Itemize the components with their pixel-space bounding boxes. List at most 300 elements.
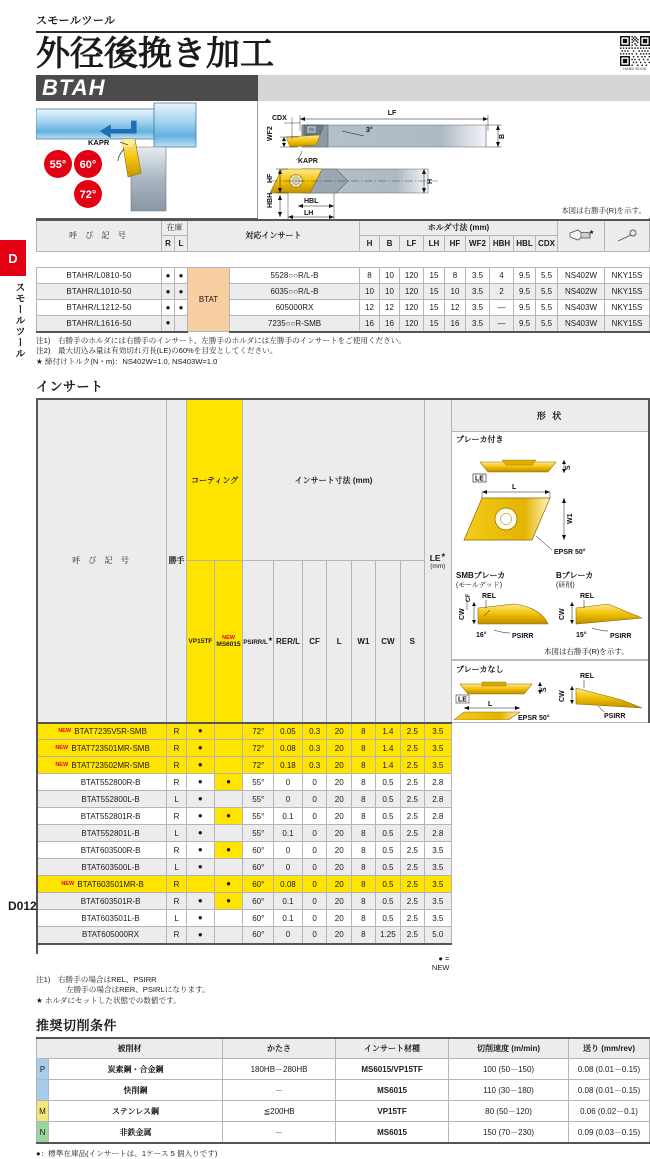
val-psirr: 55° — [243, 808, 274, 825]
val-cf: 0 — [302, 859, 327, 876]
cut-grade: MS6015/VP15TF — [336, 1059, 449, 1080]
val-rer: 0 — [274, 842, 303, 859]
insert-dim-rer: RER/L — [274, 561, 303, 723]
insert-shape-diagrams — [452, 432, 648, 720]
stock-r: ● — [162, 284, 175, 300]
le-label: LE — [429, 552, 441, 563]
val-cw: 0.5 — [375, 893, 400, 910]
table-spacer-row — [37, 944, 649, 954]
val-rer: 0.05 — [274, 723, 303, 740]
val-le: 3.5 — [424, 859, 451, 876]
val-cw: 0.5 — [375, 910, 400, 927]
holder-name: BTAHR/L0810-50 — [37, 268, 162, 284]
cut-speed: 80 (50－120) — [449, 1101, 569, 1122]
val-w1: 8 — [351, 893, 375, 910]
insert-name-text: BTAT603501MR-B — [77, 879, 144, 889]
val-l: 20 — [327, 825, 351, 842]
new-badge: NEW — [61, 880, 75, 887]
val-s: 2.5 — [400, 825, 424, 842]
spacer-cell — [327, 944, 351, 954]
insert-hand: L — [167, 859, 187, 876]
holder-note-2: 注2) 最大切込み量は有効切れ刃長(LE)の60%を目安としてください。 — [36, 346, 278, 356]
cut-material: 快削鋼 — [49, 1080, 223, 1101]
val-wrench: NKY15S — [605, 316, 650, 332]
val-HBL: 9.5 — [514, 268, 536, 284]
val-HBL: 9.5 — [514, 300, 536, 316]
new-legend — [424, 954, 451, 972]
val-l: 20 — [327, 774, 351, 791]
material-category — [37, 1080, 49, 1101]
coating-ms-dot — [214, 723, 243, 740]
clamp-screw-header — [558, 220, 605, 252]
val-psirr: 72° — [243, 723, 274, 740]
svg-text:72°: 72° — [79, 188, 97, 201]
val-w1: 8 — [351, 927, 375, 944]
insert-group: BTAT — [188, 268, 230, 332]
cut-speed: 100 (50－150) — [449, 1059, 569, 1080]
val-l: 20 — [327, 808, 351, 825]
insert-name — [37, 927, 167, 944]
cutting-table-body — [37, 1059, 650, 1143]
label-L-2: L — [487, 701, 493, 709]
cut-col-feed: 送り (mm/rev) — [569, 1038, 650, 1059]
table-row[interactable] — [37, 1059, 650, 1080]
cut-feed: 0.09 (0.03－0.15) — [569, 1122, 650, 1143]
with-breaker-title: ブレーカ付き — [455, 435, 504, 445]
cut-material: ステンレス鋼 — [49, 1101, 223, 1122]
table-row[interactable] — [37, 774, 649, 791]
insert-col-le — [424, 399, 451, 723]
cut-col-speed: 切削速度 (m/min) — [449, 1038, 569, 1059]
val-cf: 0 — [302, 910, 327, 927]
cut-grade: VP15TF — [336, 1101, 449, 1122]
insert-hand: R — [167, 740, 187, 757]
val-cf: 0 — [302, 876, 327, 893]
table-row[interactable] — [37, 808, 649, 825]
product-code-bar — [36, 75, 650, 101]
holder-note-3: ★ 締付けトルク(N・m)：NS402W=1.0, NS403W=1.0 — [36, 357, 218, 367]
table-row[interactable] — [37, 1122, 650, 1143]
val-psirr: 60° — [243, 927, 274, 944]
val-LF: 120 — [400, 300, 424, 316]
val-cf: 0 — [302, 808, 327, 825]
val-w1: 8 — [351, 774, 375, 791]
val-l: 20 — [327, 723, 351, 740]
val-wrench: NKY15S — [605, 268, 650, 284]
val-cw: 1.4 — [375, 757, 400, 774]
insert-notes — [36, 972, 650, 1007]
val-l: 20 — [327, 876, 351, 893]
val-psirr: 72° — [243, 740, 274, 757]
val-H: 10 — [360, 284, 380, 300]
val-B: 16 — [380, 316, 400, 332]
insert-name-text: BTAT7235V5R-SMB — [74, 726, 147, 736]
table-row[interactable] — [37, 300, 650, 316]
table-row[interactable] — [37, 910, 649, 927]
spacer-cell — [214, 944, 243, 954]
table-row[interactable] — [37, 284, 650, 300]
val-s: 2.5 — [400, 757, 424, 774]
coating-vp-dot: ● — [187, 774, 215, 791]
table-row[interactable] — [37, 825, 649, 842]
b-breaker-sub: (研削) — [555, 582, 575, 590]
coating-vp-dot: ● — [187, 723, 215, 740]
title-row — [36, 33, 650, 75]
qr-block — [620, 36, 650, 75]
qr-caption: HAND BOOK — [623, 66, 647, 71]
table-row[interactable] — [37, 876, 649, 893]
coating-vp-dot: ● — [187, 927, 215, 944]
insert-hand: L — [167, 825, 187, 842]
coating-ms-dot: ● — [214, 808, 243, 825]
val-LH: 15 — [424, 268, 445, 284]
val-l: 20 — [327, 842, 351, 859]
val-w1: 8 — [351, 876, 375, 893]
wrench-header — [605, 220, 650, 252]
spacer-cell — [274, 944, 303, 954]
val-psirr: 55° — [243, 774, 274, 791]
dim-KAPR: KAPR — [298, 157, 318, 165]
insert-name — [37, 910, 167, 927]
no-breaker-title: ブレーカなし — [455, 665, 504, 675]
val-screw: NS403W — [558, 300, 605, 316]
val-psirr: 60° — [243, 876, 274, 893]
table-row[interactable] — [37, 268, 650, 284]
stock-footnote: ●：標準在庫品(インサートは、1ケース 5 個入りです) — [36, 1148, 218, 1158]
insert-section-title: インサート — [36, 379, 104, 395]
holder-col-stock-r: R — [162, 236, 175, 252]
val-w1: 8 — [351, 791, 375, 808]
holder-dim-B: B — [380, 236, 400, 252]
coating-vp-dot: ● — [187, 808, 215, 825]
insert-name — [37, 791, 167, 808]
dim-H: H — [427, 178, 434, 184]
holder-dim-HBH: HBH — [490, 236, 514, 252]
label-REL-b: REL — [579, 593, 594, 601]
insert-name-text: BTAT552801L-B — [81, 828, 140, 838]
label-angle-b: 15° — [575, 632, 587, 640]
coating-vp-dot — [187, 876, 215, 893]
stock-l: ● — [175, 284, 188, 300]
insert-dim-psirr: PSIRR/L★ — [243, 561, 274, 723]
material-category: M — [37, 1101, 49, 1122]
val-le: 2.8 — [424, 774, 451, 791]
val-CDX: 5.5 — [536, 300, 558, 316]
insert-hand: R — [167, 723, 187, 740]
val-psirr: 60° — [243, 859, 274, 876]
insert-hand: R — [167, 842, 187, 859]
table-row[interactable] — [37, 1080, 650, 1101]
val-cf: 0.3 — [302, 740, 327, 757]
table-row[interactable] — [37, 842, 649, 859]
spacer-cell — [187, 944, 215, 954]
section-tab — [0, 240, 26, 359]
val-cw: 0.5 — [375, 842, 400, 859]
label-CW-smb: CW — [458, 608, 466, 621]
insert-name-text: BTAT552800R-B — [80, 777, 141, 787]
label-PSIRR-b: PSIRR — [609, 633, 632, 641]
insert-table — [36, 398, 650, 972]
val-w1: 8 — [351, 859, 375, 876]
coating-vp-dot: ● — [187, 791, 215, 808]
product-code: BTAH — [36, 75, 258, 101]
coating-vp-dot: ● — [187, 842, 215, 859]
stock-l: ● — [175, 300, 188, 316]
table-row[interactable] — [37, 740, 649, 757]
val-w1: 8 — [351, 723, 375, 740]
label-L-1: L — [511, 484, 517, 492]
val-le: 3.5 — [424, 876, 451, 893]
val-l: 20 — [327, 927, 351, 944]
b-breaker-title: Bブレーカ — [555, 571, 594, 581]
val-rer: 0.18 — [274, 757, 303, 774]
label-EPSR-2: EPSR 50° — [517, 715, 550, 721]
val-B: 10 — [380, 284, 400, 300]
insert-hand: R — [167, 893, 187, 910]
kapr-label: KAPR — [88, 137, 110, 147]
val-l: 20 — [327, 757, 351, 774]
holder-col-insert: 対応インサート — [188, 220, 360, 252]
insert-hand: L — [167, 910, 187, 927]
val-s: 2.5 — [400, 723, 424, 740]
coating-vp-dot: ● — [187, 825, 215, 842]
holder-dim-LH: LH — [424, 236, 445, 252]
insert-name-text: BTAT723501MR-SMB — [71, 743, 150, 753]
cut-hardness: 180HB－280HB — [223, 1059, 336, 1080]
cut-hardness: ≦200HB — [223, 1101, 336, 1122]
val-rer: 0 — [274, 791, 303, 808]
val-s: 2.5 — [400, 859, 424, 876]
insert-name — [37, 893, 167, 910]
holder-dimension-diagram — [258, 101, 650, 218]
label-LE-2: LE — [457, 696, 467, 704]
application-illustration — [36, 101, 258, 218]
val-s: 2.5 — [400, 740, 424, 757]
val-cw: 0.5 — [375, 774, 400, 791]
val-CDX: 5.5 — [536, 284, 558, 300]
val-screw: NS403W — [558, 316, 605, 332]
dim-LF: LF — [387, 109, 397, 117]
holder-name: BTAHR/L1212-50 — [37, 300, 162, 316]
val-WF2: 3.5 — [466, 316, 490, 332]
table-row[interactable] — [37, 757, 649, 774]
val-le: 2.8 — [424, 808, 451, 825]
coating-vp-dot: ● — [187, 859, 215, 876]
val-WF2: 3.5 — [466, 268, 490, 284]
val-WF2: 3.5 — [466, 300, 490, 316]
table-row[interactable] — [37, 723, 649, 740]
spacer-cell — [351, 944, 375, 954]
val-s: 2.5 — [400, 893, 424, 910]
val-l: 20 — [327, 893, 351, 910]
val-rer: 0.1 — [274, 893, 303, 910]
figure-note: 本図は右勝手(R)を示す。 — [561, 205, 646, 215]
val-rer: 0 — [274, 774, 303, 791]
insert-name — [37, 808, 167, 825]
val-cw: 0.5 — [375, 859, 400, 876]
dim-LH: LH — [304, 209, 314, 217]
holder-table-body — [37, 268, 650, 332]
insert-code: 6035○○R/L-B — [230, 284, 360, 300]
table-row[interactable] — [37, 927, 649, 944]
val-rer: 0.08 — [274, 876, 303, 893]
coating-ms-dot — [214, 825, 243, 842]
val-HBH: — — [490, 300, 514, 316]
table-row[interactable] — [37, 791, 649, 808]
val-s: 2.5 — [400, 910, 424, 927]
cut-grade: MS6015 — [336, 1122, 449, 1143]
label-angle-smb: 16° — [475, 632, 487, 640]
le-star: ★ — [440, 552, 446, 559]
val-HF: 16 — [445, 316, 466, 332]
legend-dot: ● — [438, 953, 443, 963]
coating-vp-dot: ● — [187, 893, 215, 910]
val-w1: 8 — [351, 808, 375, 825]
insert-code: 5528○○R/L-B — [230, 268, 360, 284]
coating-ms6015 — [214, 561, 243, 723]
code-bar-filler — [258, 75, 650, 101]
coating-ms-dot — [214, 791, 243, 808]
val-B: 12 — [380, 300, 400, 316]
val-LF: 120 — [400, 284, 424, 300]
val-CDX: 5.5 — [536, 316, 558, 332]
val-le: 3.5 — [424, 910, 451, 927]
label-W1-1: W1 — [566, 513, 574, 525]
insert-name-text: BTAT552801R-B — [80, 811, 141, 821]
insert-code: 7235○○R-SMB — [230, 316, 360, 332]
holder-col-name: 呼 び 記 号 — [37, 220, 162, 252]
val-cw: 0.5 — [375, 791, 400, 808]
coating-ms-dot: ● — [214, 893, 243, 910]
insert-name-text: BTAT605000RX — [82, 930, 140, 940]
cut-feed: 0.08 (0.01－0.15) — [569, 1059, 650, 1080]
spacer-cell — [167, 944, 187, 954]
val-s: 2.5 — [400, 791, 424, 808]
label-S-2: S — [540, 687, 548, 693]
cut-feed: 0.06 (0.02－0.1) — [569, 1101, 650, 1122]
insert-name — [37, 774, 167, 791]
cut-col-hardness: かたさ — [223, 1038, 336, 1059]
val-rer: 0.08 — [274, 740, 303, 757]
val-cf: 0 — [302, 927, 327, 944]
val-l: 20 — [327, 740, 351, 757]
holder-note-1: 注1) 右勝手のホルダには右勝手のインサート、左勝手のホルダには左勝手のインサートをご使用ください。 — [36, 335, 406, 345]
table-row[interactable] — [37, 893, 649, 910]
dim-HBL: HBL — [304, 197, 319, 205]
label-LE-1: LE — [474, 475, 484, 483]
insert-hand: R — [167, 757, 187, 774]
val-HBH: 4 — [490, 268, 514, 284]
label-S-1: S — [564, 465, 572, 471]
svg-text:60°: 60° — [79, 158, 97, 171]
val-screw: NS402W — [558, 268, 605, 284]
coating-new-badge: NEW — [222, 634, 235, 641]
legend-row — [37, 954, 649, 972]
cut-material: 非鉄金属 — [49, 1122, 223, 1143]
angle-badge-55 — [44, 150, 72, 178]
table-row[interactable] — [37, 859, 649, 876]
cut-col-grade: インサート材種 — [336, 1038, 449, 1059]
val-le: 3.5 — [424, 740, 451, 757]
val-le: 2.8 — [424, 825, 451, 842]
val-cw: 1.25 — [375, 927, 400, 944]
page-title: 外径後挽き加工 — [36, 35, 274, 73]
coating-ms-dot — [214, 910, 243, 927]
cut-hardness: － — [223, 1122, 336, 1143]
dim-B: B — [499, 133, 506, 139]
val-HF: 8 — [445, 268, 466, 284]
legend-spacer — [37, 954, 424, 972]
material-category: P — [37, 1059, 49, 1080]
svg-text:55°: 55° — [49, 158, 67, 171]
val-w1: 8 — [351, 825, 375, 842]
label-CW-b: CW — [558, 608, 566, 621]
legend-new: NEW — [431, 962, 450, 972]
val-psirr: 60° — [243, 910, 274, 927]
val-wrench: NKY15S — [605, 284, 650, 300]
holder-col-stock-l: L — [175, 236, 188, 252]
insert-dim-cf: CF — [302, 561, 327, 723]
table-row[interactable] — [37, 1101, 650, 1122]
coating-ms-dot: ● — [214, 774, 243, 791]
material-category: N — [37, 1122, 49, 1143]
cut-material: 炭素鋼・合金鋼 — [49, 1059, 223, 1080]
coating-ms-dot — [214, 757, 243, 774]
label-CW-nb: CW — [558, 690, 566, 703]
val-psirr: 60° — [243, 893, 274, 910]
val-psirr: 55° — [243, 791, 274, 808]
cut-feed: 0.08 (0.01－0.15) — [569, 1080, 650, 1101]
insert-note-1: 注1) 右勝手の場合はREL、PSIRR — [36, 974, 157, 984]
insert-name-text: BTAT603501R-B — [80, 896, 141, 906]
new-badge: NEW — [55, 744, 69, 751]
insert-hand: L — [167, 791, 187, 808]
qr-code-icon — [620, 36, 650, 66]
val-HBH: 2 — [490, 284, 514, 300]
dim-WF2: WF2 — [267, 125, 274, 141]
coating-vp-dot: ● — [187, 757, 215, 774]
shape-note: 本図は右勝手(R)を示す。 — [543, 647, 629, 657]
legend-eq: = — [445, 953, 450, 963]
cutting-conditions-table — [36, 1037, 650, 1144]
cut-grade: MS6015 — [336, 1080, 449, 1101]
val-screw: NS402W — [558, 284, 605, 300]
holder-dim-LF: LF — [400, 236, 424, 252]
holder-notes — [36, 333, 650, 368]
val-psirr: 60° — [243, 842, 274, 859]
val-HBL: 9.5 — [514, 284, 536, 300]
holder-dim-HBL: HBL — [514, 236, 536, 252]
label-EPSR-1: EPSR 50° — [553, 549, 586, 557]
figure-band — [36, 101, 650, 219]
dim-3deg: 3° — [366, 126, 373, 134]
insert-col-dims: インサート寸法 (mm) — [243, 399, 424, 561]
val-w1: 8 — [351, 842, 375, 859]
spacer-cell — [37, 944, 167, 954]
insert-name-text: BTAT723502MR-SMB — [71, 760, 150, 770]
coating-ms6015-label: MS6015 — [216, 640, 241, 648]
cut-hardness: － — [223, 1080, 336, 1101]
val-s: 2.5 — [400, 808, 424, 825]
val-B: 10 — [380, 268, 400, 284]
insert-name — [37, 842, 167, 859]
val-le: 3.5 — [424, 757, 451, 774]
insert-name — [37, 825, 167, 842]
val-l: 20 — [327, 859, 351, 876]
val-cf: 0 — [302, 791, 327, 808]
val-cf: 0.3 — [302, 723, 327, 740]
table-row[interactable] — [37, 316, 650, 332]
